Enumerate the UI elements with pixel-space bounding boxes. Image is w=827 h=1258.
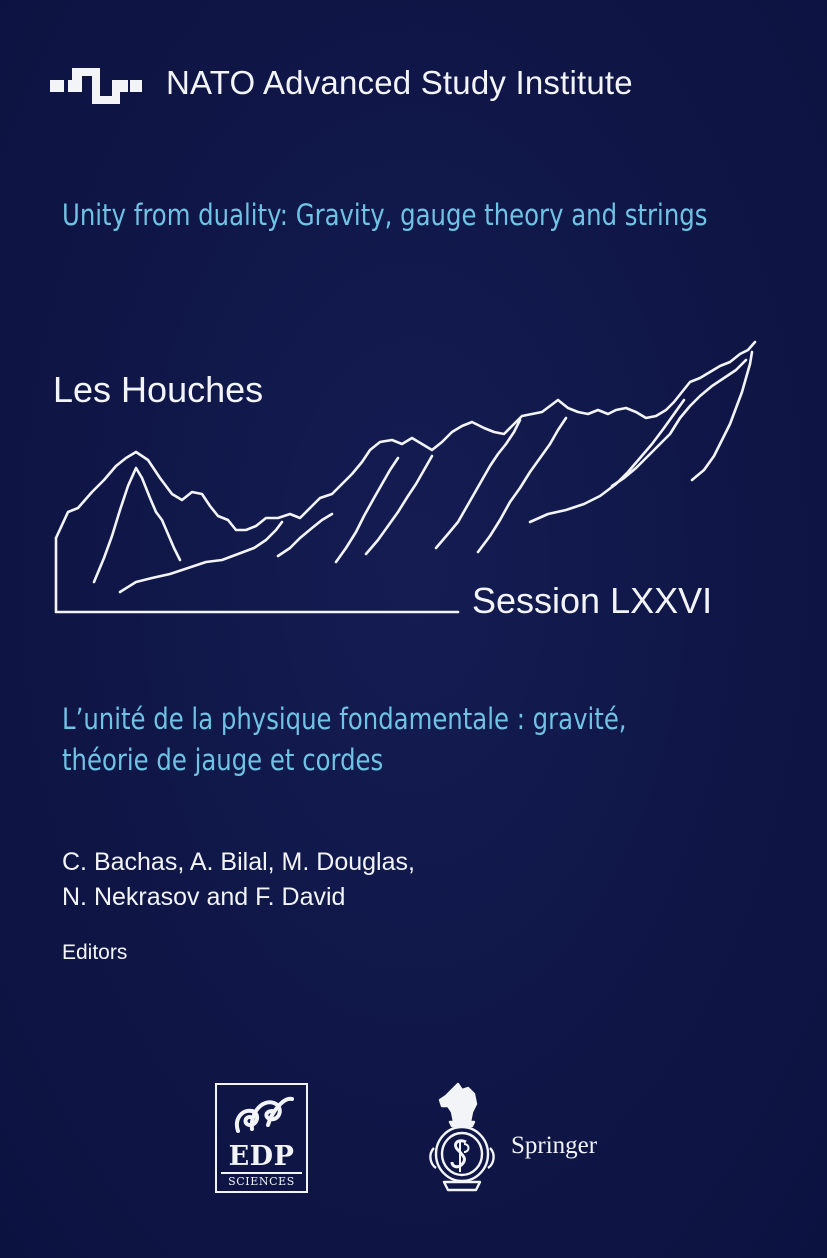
editor-names-line-2: N. Nekrasov and F. David (62, 883, 346, 911)
book-title-english: Unity from duality: Gravity, gauge theory and strings (62, 198, 708, 232)
springer-chess-knight-icon (424, 1082, 500, 1198)
edp-logo-icon (228, 1089, 297, 1139)
editor-names (62, 845, 415, 915)
book-title-french-line-1: L’unité de la physique fondamentale : gravité, (62, 702, 627, 736)
edp-sciences-text: SCIENCES (228, 1175, 295, 1188)
session-label: Session LXXVI (472, 580, 713, 621)
nato-asi-logo-icon (50, 68, 142, 104)
book-title-french-line-2: théorie de jauge et cordes (62, 743, 384, 777)
editor-names-line-1: C. Bachas, A. Bilal, M. Douglas, (62, 848, 415, 876)
book-title-french (62, 699, 627, 781)
edp-divider (221, 1172, 302, 1174)
school-name: Les Houches (53, 369, 264, 410)
editors-label: Editors (62, 941, 128, 964)
springer-name: Springer (511, 1132, 598, 1159)
edp-sciences-logo (215, 1083, 308, 1193)
institute-title: NATO Advanced Study Institute (166, 64, 633, 101)
edp-name: EDP (228, 1141, 295, 1172)
